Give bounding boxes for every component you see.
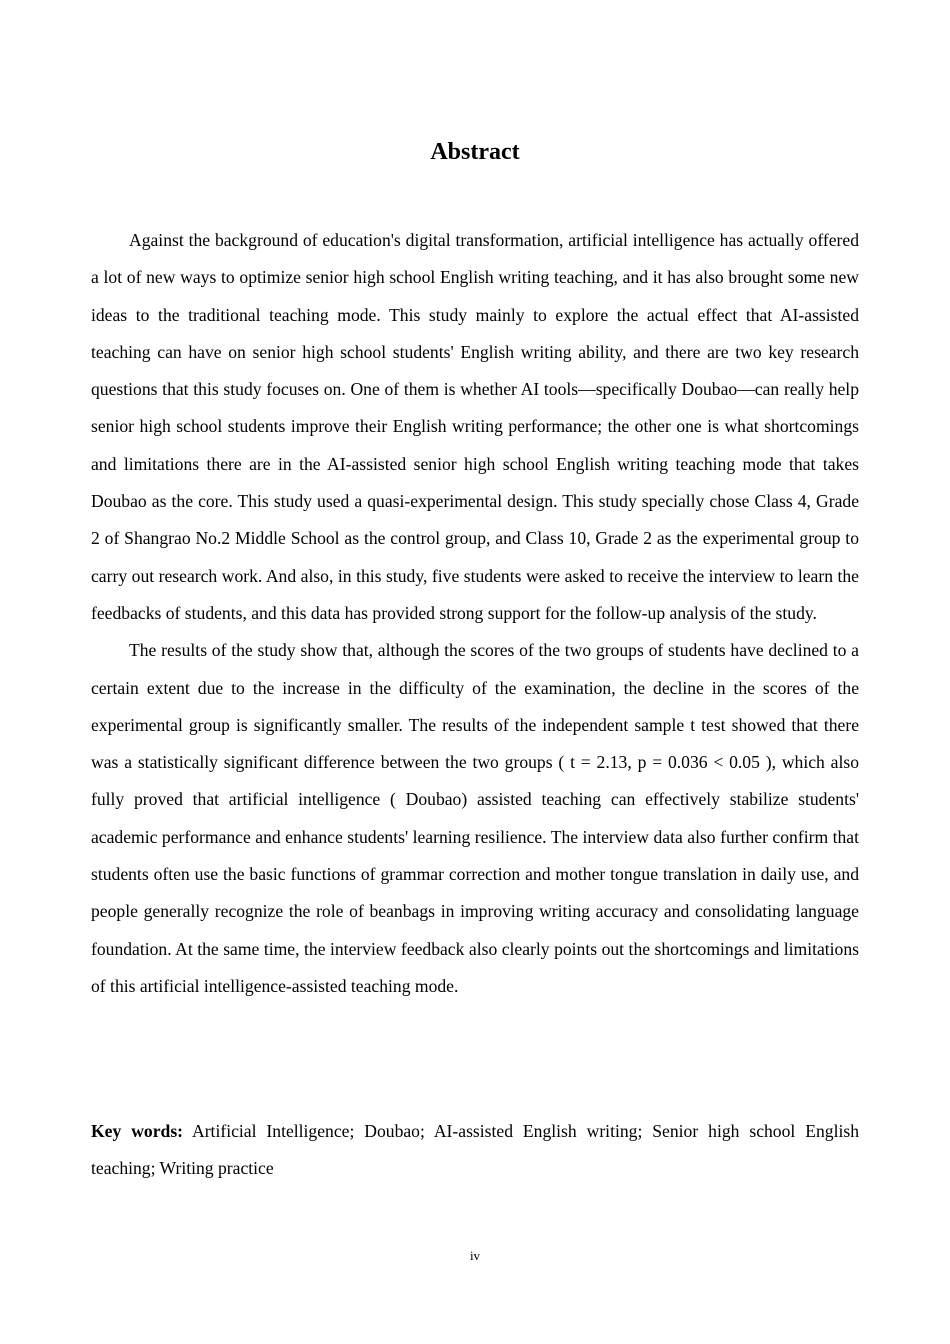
abstract-paragraph-1: Against the background of education's digital transformation, artificial intelligence has actually offered a lot of new ways to optimize senior high school English writing teaching, and it has also brought some new ideas to the traditional teaching mode. This study mainly to explore the actual effect that AI-assisted teaching can have on senior high school students' English writing ability, and there are two key research questions that this study focuses on. One of them is whether AI tools—specifically Doubao—can really help senior high school students improve their English writing performance; the other one is what shortcomings and limitations there are in the AI-assisted senior high school English writing teaching mode that takes Doubao as the core. This study used a quasi-experimental design. This study specially chose Class 4, Grade 2 of Shangrao No.2 Middle School as the control group, and Class 10, Grade 2 as the experimental group to carry out research work. And also, in this study, five students were asked to receive the interview to learn the feedbacks of students, and this data has provided strong support for the follow-up analysis of the study. <box>91 230 859 623</box>
keywords-text: Artificial Intelligence; Doubao; AI-assisted English writing; Senior high school English teaching; Writing practice <box>91 1121 859 1179</box>
keywords-line <box>91 1113 859 1188</box>
page-title: Abstract <box>430 139 520 165</box>
page-number: iv <box>469 1248 481 1263</box>
keywords-label: Key words: <box>91 1121 184 1141</box>
abstract-paragraph-2: The results of the study show that, although the scores of the two groups of students have declined to a certain extent due to the increase in the difficulty of the examination, the decline in the scores of the experimental group is significantly smaller. The results of the independent sample t test showed that there was a statistically significant difference between the two groups ( t = 2.13, p = 0.036 < 0.05 ), which also fully proved that artificial intelligence ( Doubao) assisted teaching can effectively stabilize students' academic performance and enhance students' learning resilience. The interview data also further confirm that students often use the basic functions of grammar correction and mother tongue translation in daily use, and people generally recognize the role of beanbags in improving writing accuracy and consolidating language foundation. At the same time, the interview feedback also clearly points out the shortcomings and limitations of this artificial intelligence-assisted teaching mode. <box>91 640 859 996</box>
abstract-body <box>91 222 859 1005</box>
